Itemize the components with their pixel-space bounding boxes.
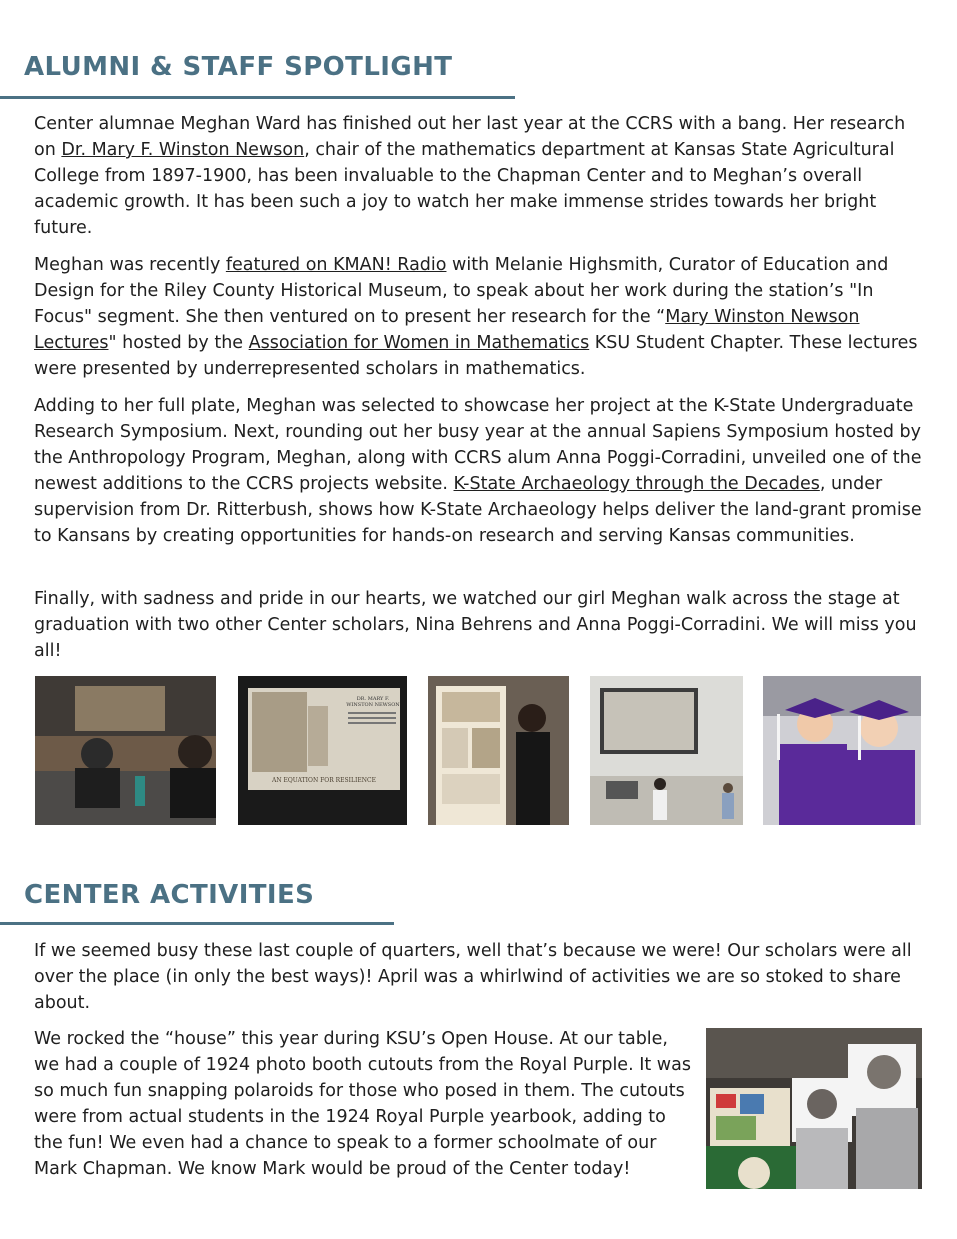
photo-presentation-room [590, 676, 743, 825]
link-kstate-archaeology[interactable]: K-State Archaeology through the Decades [453, 474, 820, 494]
spotlight-paragraph-1 [34, 111, 924, 241]
text: Adding to her full plate, Meghan was selected to showcase her project at the K-State Undergraduate Research Symposium. Next, rounding out her busy year at the annual Sapiens Symposium hosted by the Anthropology Program, Meghan, along with CCRS alum Anna Poggi-Corradini, unveiled one of the newest additions to the CCRS projects website. [34, 396, 922, 494]
text: , under supervision from Dr. Ritterbush, shows how K-State Archaeology helps deliver the land-grant promise to Kansans by creating opportunities for hands-on research and serving Kansas communities. [34, 474, 922, 546]
photo-research-poster [428, 676, 569, 825]
section-heading-activities: CENTER ACTIVITIES [24, 880, 315, 910]
heading-underline [0, 922, 394, 925]
activities-paragraph-2: We rocked the “house” this year during KSU’s Open House. At our table, we had a couple of 1924 photo booth cutouts from the Royal Purple. It was so much fun snapping polaroids for those who posed in them. The cutouts were from actual students in the 1924 Royal Purple yearbook, adding to the fun! We even had a chance to speak to a former schoolmate of our Mark Chapman. We know Mark would be proud of the Center today! [34, 1029, 691, 1179]
slide-subtitle: AN EQUATION FOR RESILIENCE [272, 777, 376, 784]
link-mary-winston-newson[interactable]: Dr. Mary F. Winston Newson [61, 140, 305, 160]
text: with Melanie Highsmith, Curator of Education and Design for the Riley County Historical Museum, to speak about her work during the station’s "In Focus" segment. She then ventured on to present her research for the “ [34, 255, 889, 327]
photo-radio-studio [35, 676, 216, 825]
text: Center alumnae Meghan Ward has finished out her last year at the CCRS with a bang. Her research on [34, 114, 906, 160]
spotlight-paragraph-3 [34, 393, 924, 549]
heading-underline [0, 96, 515, 99]
link-kman-radio[interactable]: featured on KMAN! Radio [225, 255, 447, 275]
spotlight-paragraph-2 [34, 252, 924, 382]
text: KSU Student Chapter. These lectures were presented by underrepresented scholars in mathematics. [34, 333, 918, 379]
photo-lecture-slide [238, 676, 407, 825]
text: " hosted by the [108, 333, 249, 353]
link-newson-lectures[interactable]: Mary Winston Newson Lectures [34, 307, 860, 353]
link-awm[interactable]: Association for Women in Mathematics [248, 333, 590, 353]
section-heading-spotlight: ALUMNI & STAFF SPOTLIGHT [24, 52, 453, 82]
slide-title-1: DR. MARY F. [356, 696, 390, 702]
text: , chair of the mathematics department at Kansas State Agricultural College from 1897-1900, has been invaluable to the Chapman Center and to Meghan’s overall academic growth. It has been such a joy to watch her make immense strides towards her bright future. [34, 140, 895, 238]
spotlight-paragraph-4: Finally, with sadness and pride in our hearts, we watched our girl Meghan walk across the stage at graduation with two other Center scholars, Nina Behrens and Anna Poggi-Corradini. We will miss you all! [34, 589, 917, 661]
text: Meghan was recently [34, 255, 226, 275]
activities-paragraph-1: If we seemed busy these last couple of quarters, well that’s because we were! Our scholars were all over the place (in only the best ways)! April was a whirlwind of activities we are so stoked to share about. [34, 941, 912, 1013]
photo-open-house-booth [706, 1028, 922, 1189]
slide-title-2: WINSTON NEWSON [346, 702, 400, 708]
photo-graduation [763, 676, 921, 825]
